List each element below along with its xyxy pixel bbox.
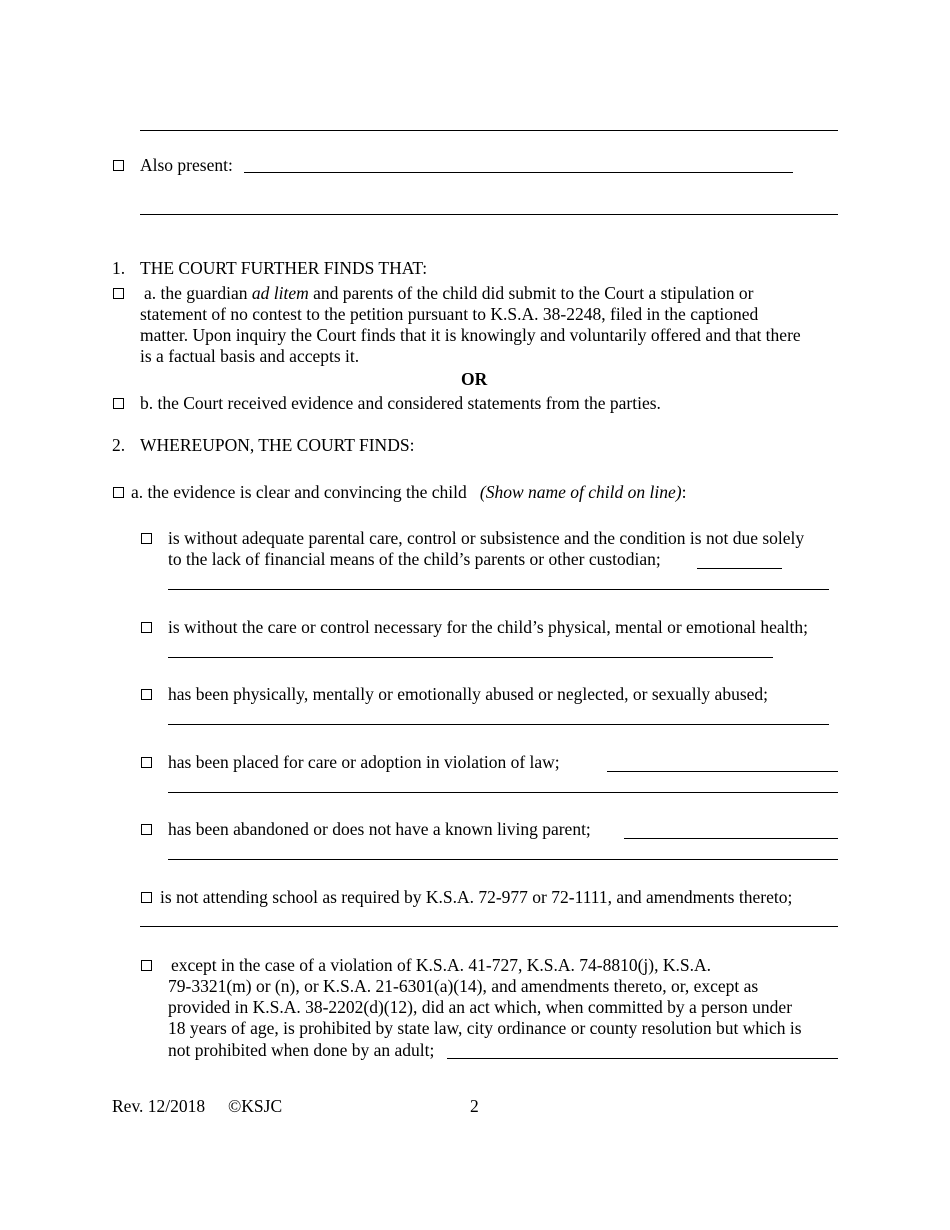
- also-present-checkbox[interactable]: [113, 160, 124, 171]
- blank-line[interactable]: [140, 214, 838, 215]
- finding-inadequate-care-line2: to the lack of financial means of the child’s parents or other custodian;: [168, 549, 661, 569]
- section1-option-b: b. the Court received evidence and considered statements from the parties.: [140, 393, 661, 413]
- finding-placed-violation-line1: has been placed for care or adoption in violation of law;: [168, 752, 560, 772]
- finding-checkbox-inadequate-care[interactable]: [141, 533, 152, 544]
- finding-prohibited-act-line5: not prohibited when done by an adult;: [168, 1040, 435, 1060]
- finding-inadequate-care-line1: is without adequate parental care, control or subsistence and the condition is not due solely: [168, 528, 805, 548]
- finding-prohibited-act-line2: 79-3321(m) or (n), or K.S.A. 21-6301(a)(14), and amendments thereto, or, except as: [168, 976, 759, 996]
- section2-option-a: a. the evidence is clear and convincing the child (Show name of child on line):: [131, 482, 687, 502]
- section1-option-a-line3: matter. Upon inquiry the Court finds that it is knowingly and voluntarily offered and that there: [140, 325, 801, 345]
- section1-option-a-line1: a. the guardian ad litem and parents of the child did submit to the Court a stipulation or: [144, 283, 754, 303]
- section2-number: 2.: [112, 435, 126, 455]
- finding-prohibited-act-line4: 18 years of age, is prohibited by state law, city ordinance or county resolution but which is: [168, 1018, 802, 1038]
- finding-school-line1: is not attending school as required by K.S.A. 72-977 or 72-1111, and amendments thereto;: [160, 887, 793, 907]
- section1-heading: THE COURT FURTHER FINDS THAT:: [140, 258, 428, 278]
- also-present-blank[interactable]: [244, 172, 793, 173]
- finding-inadequate-care-blank[interactable]: [168, 589, 829, 590]
- finding-checkbox-abandoned[interactable]: [141, 824, 152, 835]
- finding-checkbox-school[interactable]: [141, 892, 152, 903]
- footer-revision: Rev. 12/2018: [112, 1096, 206, 1116]
- finding-checkbox-without-care[interactable]: [141, 622, 152, 633]
- finding-prohibited-act-blank[interactable]: [447, 1058, 838, 1059]
- footer-copyright: ©KSJC: [228, 1096, 283, 1116]
- finding-abandoned-blank[interactable]: [168, 859, 838, 860]
- blank-line[interactable]: [140, 130, 838, 131]
- finding-abandoned-line1: has been abandoned or does not have a known living parent;: [168, 819, 591, 839]
- section2-option-a-checkbox[interactable]: [113, 487, 124, 498]
- finding-checkbox-placed-violation[interactable]: [141, 757, 152, 768]
- finding-without-care-blank[interactable]: [168, 657, 773, 658]
- or-label: OR: [461, 369, 488, 389]
- finding-checkbox-prohibited-act[interactable]: [141, 960, 152, 971]
- finding-abandoned-blank[interactable]: [624, 838, 838, 839]
- finding-without-care-line1: is without the care or control necessary for the child’s physical, mental or emotional health;: [168, 617, 809, 637]
- section1-option-b-checkbox[interactable]: [113, 398, 124, 409]
- also-present-label: Also present:: [140, 155, 233, 175]
- finding-prohibited-act-line1: except in the case of a violation of K.S.A. 41-727, K.S.A. 74-8810(j), K.S.A.: [171, 955, 711, 975]
- section1-option-a-checkbox[interactable]: [113, 288, 124, 299]
- finding-school-blank[interactable]: [140, 926, 838, 927]
- page-number: 2: [470, 1096, 479, 1116]
- finding-placed-violation-blank[interactable]: [168, 792, 838, 793]
- finding-abused-line1: has been physically, mentally or emotionally abused or neglected, or sexually abused;: [168, 684, 769, 704]
- section1-option-a-line2: statement of no contest to the petition pursuant to K.S.A. 38-2248, filed in the captioned: [140, 304, 759, 324]
- finding-abused-blank[interactable]: [168, 724, 829, 725]
- finding-inadequate-care-blank[interactable]: [697, 568, 782, 569]
- section2-heading: WHEREUPON, THE COURT FINDS:: [140, 435, 415, 455]
- finding-prohibited-act-line3: provided in K.S.A. 38-2202(d)(12), did an act which, when committed by a person under: [168, 997, 793, 1017]
- section1-number: 1.: [112, 258, 126, 278]
- section1-option-a-line4: is a factual basis and accepts it.: [140, 346, 360, 366]
- finding-checkbox-abused[interactable]: [141, 689, 152, 700]
- finding-placed-violation-blank[interactable]: [607, 771, 838, 772]
